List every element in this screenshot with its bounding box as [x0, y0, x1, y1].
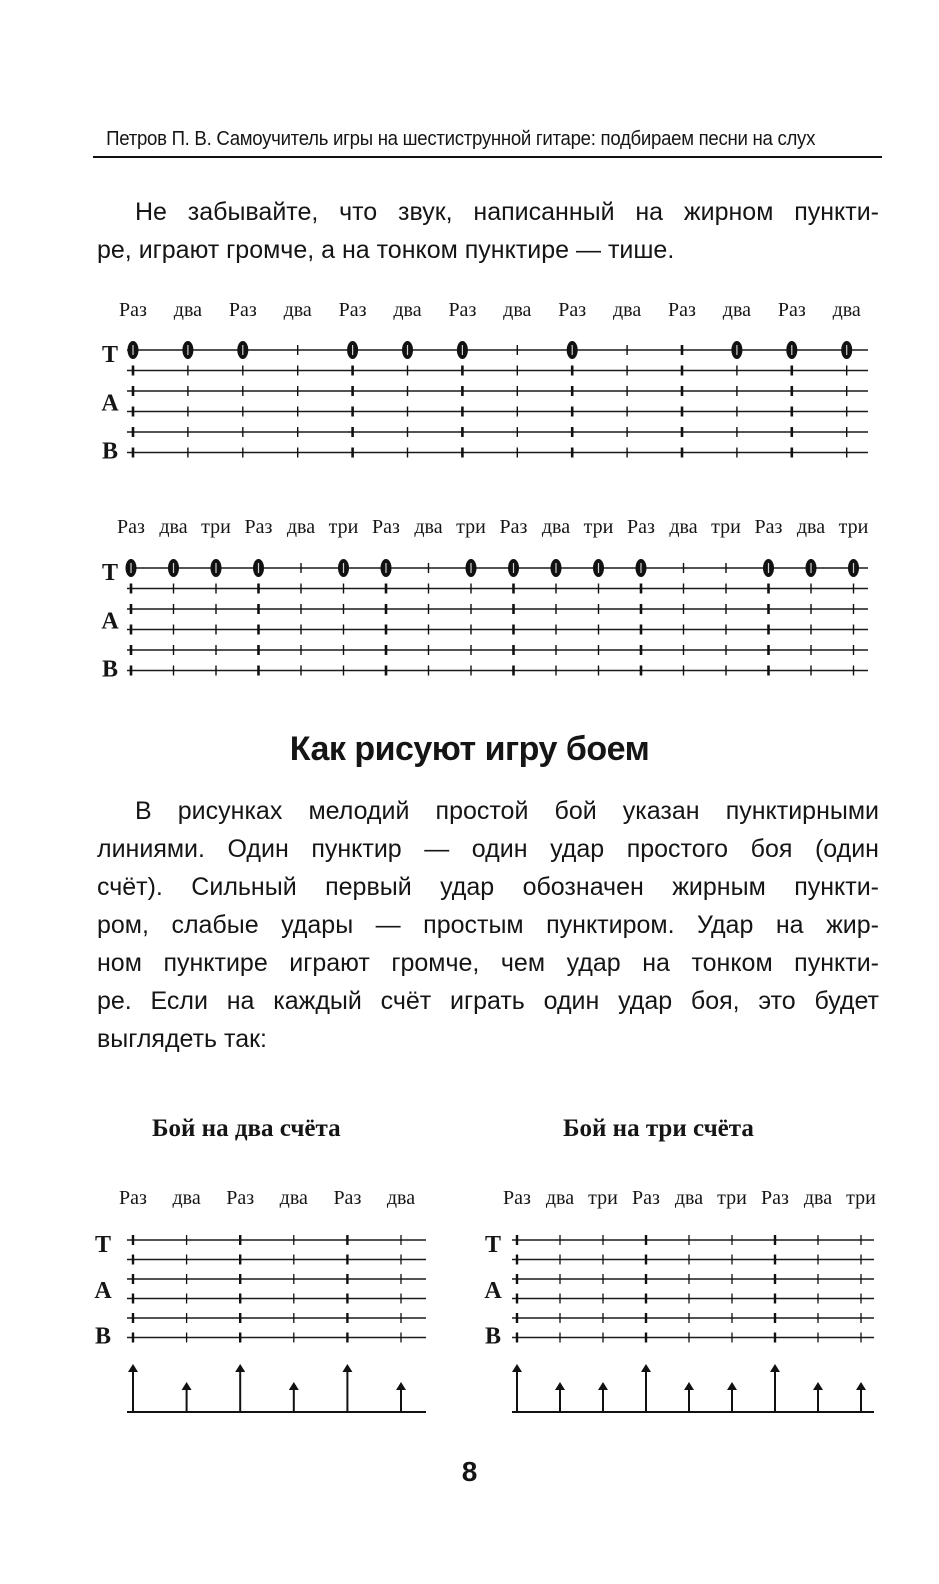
count-label: Раз [338, 299, 367, 321]
count-label: два [279, 1187, 308, 1209]
strum-arrow-head [684, 1382, 694, 1390]
count-label: два [796, 516, 826, 538]
count-label: два [386, 1187, 416, 1209]
strum-arrow-head [813, 1382, 823, 1390]
tab-letter: T [101, 342, 119, 368]
count-label: два [503, 299, 532, 321]
count-label: два [172, 1187, 201, 1209]
strum-arrow-head [598, 1382, 608, 1390]
count-label: Раз [761, 1187, 789, 1209]
count-label: три [838, 516, 869, 538]
tab1-staff [127, 341, 868, 458]
paragraph-line: ром, слабые удары — простым пунктиром. Удар на жир- [97, 911, 879, 939]
count-label: два [286, 516, 316, 538]
count-label: Раз [117, 516, 145, 538]
count-label: два [669, 516, 698, 538]
tab-letter: T [101, 560, 119, 586]
count-label: два [283, 299, 312, 321]
paragraph-line: ном пунктире играют громче, чем удар на тонком пункти- [97, 949, 879, 977]
strum-arrow-head [856, 1382, 866, 1390]
count-label: Раз [226, 1187, 255, 1209]
count-label: два [159, 516, 188, 538]
strum-example-2 [512, 1235, 874, 1412]
tab-letter: A [484, 1277, 502, 1304]
count-label: три [201, 516, 231, 538]
page-number: 8 [461, 1456, 478, 1487]
strum-arrow-head [641, 1364, 651, 1372]
tab-letter: B [101, 656, 119, 683]
tab-letter: B [94, 1323, 112, 1350]
strum-arrow-head [727, 1382, 737, 1390]
count-label: Раз [499, 516, 528, 538]
count-label: Раз [558, 299, 587, 321]
tab-letter: T [484, 1232, 502, 1258]
paragraph-line: линиями. Один пунктир — один удар простого боя (один [97, 835, 879, 863]
count-label: Раз [333, 1187, 362, 1209]
paragraph-line: Не забывайте, что звук, написанный на жирном пункти- [135, 198, 879, 226]
tab-letter: B [101, 438, 119, 465]
count-label: два [803, 1187, 833, 1209]
count-label: два [612, 299, 642, 321]
count-label: Раз [632, 1187, 660, 1209]
count-label: два [545, 1187, 575, 1209]
strum-example-1 [127, 1235, 426, 1412]
count-label: два [722, 299, 752, 321]
count-label: Раз [754, 516, 783, 538]
count-label: три [717, 1187, 747, 1209]
tab-letter: A [101, 390, 119, 417]
tab-letter: A [94, 1277, 112, 1304]
strum-arrow-head [342, 1364, 352, 1372]
paragraph-line: В рисунках мелодий простой бой указан пунктирными [135, 797, 879, 825]
strum-arrow-head [396, 1382, 406, 1390]
count-label: два [674, 1187, 704, 1209]
count-label: Раз [448, 299, 477, 321]
example-caption-three: Бой на три счёта [563, 1115, 754, 1142]
strum-arrow-head [512, 1364, 522, 1372]
paragraph-line: выглядеть так: [97, 1025, 267, 1053]
strum-arrow-head [555, 1382, 565, 1390]
count-label: Раз [119, 1187, 147, 1209]
count-label: три [588, 1187, 618, 1209]
count-label: три [711, 516, 741, 538]
count-label: три [846, 1187, 876, 1209]
count-label: два [832, 299, 861, 321]
count-label: два [173, 299, 203, 321]
running-header: Петров П. В. Самоучитель игры на шестиструнной гитаре: подбираем песни на слух [106, 128, 816, 150]
count-label: два [541, 516, 571, 538]
paragraph-line: ре. Если на каждый счёт играть один удар боя, это будет [97, 987, 879, 1015]
strum-arrow-head [182, 1382, 192, 1390]
count-label: Раз [627, 516, 655, 538]
count-label: Раз [119, 299, 147, 321]
count-label: три [583, 516, 614, 538]
strum-arrow-head [770, 1364, 780, 1372]
count-label: Раз [244, 516, 273, 538]
count-label: три [456, 516, 486, 538]
tab-letter: A [101, 608, 119, 635]
tab2-staff [126, 559, 869, 676]
count-label: два [393, 299, 422, 321]
paragraph-line: счёт). Сильный первый удар обозначен жирным пункти- [97, 873, 879, 901]
count-label: Раз [228, 299, 257, 321]
tab-letter: B [484, 1323, 502, 1350]
count-label: три [328, 516, 359, 538]
count-label: Раз [503, 1187, 531, 1209]
count-label: Раз [668, 299, 696, 321]
example-caption-two: Бой на два счёта [152, 1115, 341, 1142]
strum-arrow-head [235, 1364, 245, 1372]
count-label: два [414, 516, 443, 538]
paragraph-line: ре, играют громче, а на тонком пунктире — тише. [97, 236, 675, 264]
strum-arrow-head [289, 1382, 299, 1390]
tab-letter: T [94, 1232, 112, 1258]
section-title: Как рисуют игру боем [289, 730, 650, 768]
count-label: Раз [777, 299, 806, 321]
strum-arrow-head [128, 1364, 138, 1372]
count-label: Раз [372, 516, 400, 538]
